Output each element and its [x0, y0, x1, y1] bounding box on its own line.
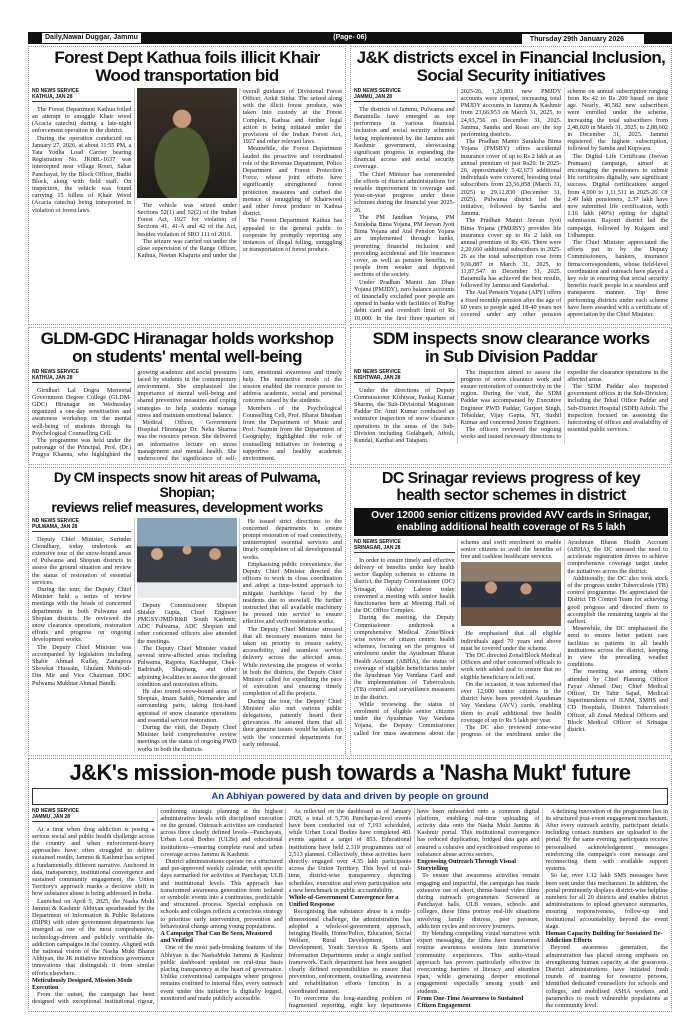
byline-service: ND NEWS SERVICE: [354, 368, 401, 375]
headline-line: GLDM-GDC Hiranagar holds workshop: [40, 328, 334, 348]
paragraph: During the tour, the Deputy Chief Minister also met various public delegations, patiently heard their grievances. He assured them that all their genuine issues would be taken up with the concerned departments for early redressal.: [242, 697, 342, 748]
byline: [354, 369, 455, 383]
paragraph: Emphasising public convenience, the Deputy Chief Minister directed the officers to work in close coordination and adopt a time-bound approach to mitigate hardships faced by the residents due to snowfall. He further instructed that all available machinery be pressed into service to ensure effective and swift restoration works.: [242, 560, 342, 626]
subheadline: An Abhiyan powered by data and driven by people on ground: [32, 788, 668, 805]
byline: [32, 369, 131, 383]
headline-line: Dy CM inspects snow hit areas of Pulwama, Shopian;: [53, 469, 321, 501]
paragraph: Deputy Commissioner Shopian Shishir Gupta, Chief Engineer PMGSY/JMD/R&B South Kashmir, ADC Pulwama, ADC Shopian and other concerned officers also attended the meetings.: [137, 601, 237, 645]
paragraph: Meanwhile, the Forest Department lauded the proactive and coordinated role of the Revenue Department, Police Department and Forest Protection Force, whose joint efforts have significantly strengthened forest protection measures and curbed the menace of smuggling of Khairwood and other forest produce in Kathua district.: [242, 145, 342, 218]
news-photo: [137, 518, 236, 598]
paragraph: As reflected on the dashboard as of January 2026, a total of 5,736 Panchayat-level events have been conducted out of 7,193 scheduled, while Urban Local Bodies have completed 481 events against a target of 853. Educational institutions have held 2,319 programmes out of 2,513 planned. Collectively, these activities have directly engaged over 4.35 lakh participants across the Union Territory. This level of real-time, district-wise transparency depicting schedules, execution and even participation sets a new benchmark in public accountability.: [288, 807, 412, 894]
paragraph: In order to ensure timely and effective delivery of benefits under key health sector flagship schemes to citizens in district, the Deputy Commissioner (DC) Srinagar, Akshay Labroo today convened a meeting with senior health functionaries here at Meeting Hall of the DC Office Complex.: [354, 556, 455, 615]
paragraph: The Digital Life Certificate (Jeevan Pramaan) campaign, aimed at encouraging the pensioners to submit life certificates digitally, saw significant success. Digital certifications surged from 4,000 to 1,11,511 in 2025-26. Of 2.49 lakh pensioners, 2.37 lakh have now submitted life certification, with 1.16 lakh (49%) opting for digital submission. Rajouri district led the campaign, followed by Kulgam and Udhampur.: [567, 152, 668, 239]
paragraph: During the visit, the Deputy Chief Minister held comprehensive review meetings on the status of ongoing PWD works in both the districts.: [137, 723, 237, 753]
paragraph: The PM Jandhan Yojana, PM Suraksha Bima Yojana, PM Jeevan Jyoti Bima Yojana and Atal Pension Yojana are implemented through banks, promoting financial inclusion and providing accidental and life insurance cover, as well as pension benefits, to people from weaker and deprived sections of the society.: [354, 213, 455, 279]
paragraph: The meeting was among others attended by Chief Planning Officer Fayaz Ahmad Dar; Chief Medical Officer, Dr Tahir Sajad, Medical Superintendents of JLNM, SMHS and CD Hospitals, District Tuberculosis Officer, all Zonal Medical Officers and Block Medical Officer of Srinagar district.: [567, 668, 668, 733]
paragraph: Under Pradhan Mantri Jan Dhan Yojana (PMJDY), zero balance accounts of financially excluded poor people are opened in banks with facilities of RuPay debit card and overdraft limit of Rs 10,000. In the first three quarters of 2025-26, 1,26,803 new PMJDY accounts were opened, increasing total PMJDY accounts in Jammu & Kashmir from 23,66,953 on March 31, 2025, to 24,93,756 on December 31, 2025. Jammu, Samba and Reasi are the top performing districts.: [354, 87, 562, 322]
paragraph: Deputy Chief Minister, Surinder Choudhary, today undertook an extensive tour of the snow-bound areas of Pulwama and Shopian districts to assess the ground situation and review the status of restoration of essential services.: [32, 535, 132, 586]
paragraph: The DC also reviewed zone-wise progress of the enrolment under the Ayushman Bharat Health Account (ABHA), the DC stressed the need to accelerate registration drives to achieve comprehensive coverage target under the initiatives across the district.: [460, 538, 668, 739]
headline: [354, 330, 668, 367]
page-grid: [28, 46, 672, 1012]
paragraph: While reviewing the status of enrolment of eligible senior citizens under the Ayushman Vay Vandana Yojana, the Deputy Commissioner called for mass awareness about the scheme and swift enrolment to enable senior citizens to avail the benefits of free and cashless healthcare services.: [354, 538, 562, 737]
byline-dateline: JAMMU, JAN 28: [354, 93, 393, 100]
paragraph: During the meeting, the Deputy Commissioner undertook a comprehensive Medical Zone/Block wise review of citizen centric health schemes, focusing on the progress of enrolment under the Ayushman Bharat Health Account (ABHA), the status of coverage of eligible beneficiaries under the Ayushman Vay Vandana Card and the implementation of Tuberculosis (TB) control and surveillance measures in the district.: [354, 614, 455, 701]
byline-service: ND NEWS SERVICE: [32, 517, 79, 524]
paragraph: A defining innovation of the programme lies in its structured post-event engagement mechanism. After every outreach activity, participant details including contact numbers are uploaded to the portal. By the same evening, participants receive personalised acknowledgement messages reinforcing the campaign's core message and reconnecting them with available support systems.: [545, 807, 668, 873]
paragraph: The Chief Minister appreciated the efforts put in by the Deputy Commissioners, bankers, insurance firms/correspondents, whose field-level coordination and outreach have played a key role in ensuring that social security benefits reach people in a seamless and transparent manner. Top three performing districts under each scheme have been awarded with a certificate of appreciation by the Chief Minister.: [567, 238, 668, 319]
byline-dateline: JAMMU, JAN 28: [32, 813, 71, 820]
paragraph: Meanwhile, the DC emphasised the need to ensure better patient care facilities to patients in all health institutions across the district, keeping in view the prevailing weather conditions.: [567, 625, 668, 669]
paragraph: Giridhari Lal Dogra Memorial Government Degree College (GLDM-GDC) Hiranagar on Wednesday organized a one-day sensitisation and awareness workshop on the mental well-being of students through its Psychological Counselling Cell.: [32, 386, 132, 437]
paragraph: During the tour, the Deputy Chief Minister held a series of review meetings with the heads of concerned departments in both Pulwama and Shopian districts. He reviewed the snow clearance operations, restoration efforts and progress on ongoing development works.: [32, 585, 132, 644]
paragraph: The SDM Paddar also inspected government offices in the Sub-Division, including the Tehsil Office Paddar and Sub-District Hospital (SDH) Atholi. The inspection focused on assessing the functioning of offices and availability of essential public services.: [567, 382, 668, 434]
paragraph: Launched on April 5, 2025, the Nasha Mukt Jammu & Kashmir Abhiyan spearheaded by the Department of Information & Public Relations (DIPR) with other government departments has emerged as one of the most comprehensive, technology-driven and publicly verifiable de-addiction campaigns in the country. Aligned with the national vision of the Nasha Mukt Bharat Abhiyan, the JK initiative introduces governance innovations that distinguish it from similar efforts elsewhere.: [32, 897, 155, 977]
article-sdm-paddar: [350, 327, 672, 465]
section-heading: Human Capacity Building for Sustained De-Addiction Efforts: [545, 929, 663, 945]
paragraph: Recognising that substance abuse is a multi-dimensional challenge, the administration has adopted a whole-of-government approach, bringing Health, Home/Police, Education, Social Welfare, Rural Development, Urban Development, Youth Services & Sports and Information Departments under a single unified framework. Each department has been assigned clearly defined responsibilities to ensure that prevention, enforcement, counselling, awareness and rehabilitation efforts function in a coordinated manner.: [288, 908, 412, 995]
headline-line: DC Srinagar reviews progress of key: [381, 470, 641, 488]
headline: [32, 470, 342, 515]
paragraph: During the operation conducted on January 27, 2026, at about 11:55 PM, a Tata Yodha Load Carrier bearing Registration No. JK08L-1637 was intercepted near village Rouri, Sahar Panchayat, by the Block Officer, Budhi Block, along with field staff. On inspection, the vehicle was found carrying 15 billets of Khair Wood (Acacia catechu) being transported in violation of forest laws.: [32, 134, 132, 214]
byline-service: ND NEWS SERVICE: [354, 87, 401, 94]
byline: [354, 539, 455, 553]
article-dycm-pulwama: [28, 467, 346, 756]
byline: [32, 518, 131, 532]
byline-dateline: KATHUA, JAN 28: [32, 93, 73, 100]
article-body: [354, 88, 668, 322]
paragraph: The inspection aimed to assess the progress of snow clearance work and ensure restoration of connectivity in the region. During the visit, the SDM Paddar was accompanied by Executive Engineer PWD Paddar, Gurjeet Singh, Tehsildar, Vijay Gupta, NT, Sushil Kumar and concerned Junior Engineers.: [460, 368, 562, 426]
news-photo: [461, 562, 562, 626]
headline-line: Social Security initiatives: [416, 66, 606, 86]
headline: [32, 49, 342, 86]
news-photo: [137, 88, 236, 198]
paragraph: The Deputy Chief Minister visited several snow-affected areas including Pulwama, Rajpora, Kachhapur, Chek-Badrinath, Shajinarg, and other adjoining localities to assess the ground condition and restoration efforts.: [137, 644, 237, 688]
paragraph: He issued strict directions to the concerned departments to ensure prompt restoration of road connectivity, uninterrupted essential services and timely completion of all developmental works.: [242, 517, 342, 561]
paragraph: To ensure that awareness activities remain engaging and impactful, the campaign has made extensive use of short, theme-based video films during outreach programmes. Screened at Panchayat halls, ULB venues, schools and colleges, these films portray real-life situations involving family distress, peer pressure, addiction cycles and recovery journeys.: [417, 872, 540, 930]
paragraph: The Pradhan Mantri Jeevan Jyoti Bima Yojana (PMJJBY) provides life insurance cover up to Rs 2 lakh on annual premium of Rs 436. There were 2,20,660 additional subscribers in 2025-26 as the total subscription rose from 9,66,887 in March 31, 2025, to 11,87,547 in December 31, 2025. Baramulla has achieved the best results, followed by Jammu and Ganderbal.: [460, 217, 562, 290]
paragraph: Additionally, the DC also took stock of the progress under Tuberculosis (TB) control programme. He appreciated the District TB Control Team for achieving good progress and directed them to accomplish the remaining targets at the earliest.: [567, 574, 668, 625]
masthead-bar: [28, 32, 672, 44]
page-number: (Page- 06): [333, 34, 367, 41]
paragraph: The officers reviewed the ongoing works and issued necessary directions to expedite the clearance operations in the affected areas.: [460, 368, 668, 441]
headline: [32, 761, 668, 785]
headline-line: health sector schemes in district: [396, 487, 626, 505]
paragraph: The Chief Minister has commended the efforts of district administrations for notable improvement in coverage and year-on-year progress under these schemes during the financial year 2025-26.: [354, 170, 455, 214]
article-gldm-workshop: [28, 327, 346, 465]
paragraph: The DC directed Zonal/Block Medical Officers and other concerned officials to work with added zeal to ensure that no eligible beneficiary is left out.: [460, 651, 562, 681]
article-forest-khair: [28, 46, 346, 325]
paragraph: Under the directions of Deputy Commissioner Kishtwar, Pankaj Kumar Sharma, the Sub-Divisional Magistrate Paddar Dr. Amit Kumar conducted an extensive inspection of snow clearance operations in the areas of the Sub-Division including Gulabgarh, Atholi, Kundal, Karthai and Tatapani.: [354, 386, 455, 444]
section-heading: Meticulously Designed, Mission-Mode Execution: [32, 976, 133, 991]
headline-line: on students' mental well-being: [72, 347, 302, 367]
headline-line: reviews relief measures, development works: [51, 499, 323, 516]
section-heading: Engrossing Outreach Through Visual Storytelling: [417, 857, 516, 873]
paper-name: Daily,Nawai Duggar, Jammu: [42, 33, 141, 43]
paragraph: Medical Officer, Government Hospital Hiranagar Dr. Neha Sharma was the resource person. She delivered an informative lecture on stress management and mental health. She underscored the significance of self-care, emotional awareness and timely help. The interactive mode of the session enabled the resource person to address academic, social and personal concerns raised by the students.: [137, 368, 342, 462]
paragraph: He also toured snow-bound areas of Shopian, Imam Sahib, Nirmander and surrounding parts, taking first-hand appraisal of snow clearance operations and essential service restoration.: [137, 687, 237, 724]
paragraph: District administrations operate on a structured and pre-approved weekly calendar, with specific days earmarked for activities at Panchayat, ULB and institutional levels. This approach has transformed awareness generation from isolated or symbolic events into a continuous, predictable and structured process. Special emphasis on schools and colleges reflects a conscious strategy to prioritise early intervention, prevention and behavioural change among young populations.: [160, 857, 283, 930]
article-nasha-mukt: [28, 758, 672, 1012]
paragraph: The seizure was carried out under the close supervision of the Range Officer, Kathua, Neetan Khajuria and under the overall guidance of Divisional Forest Officer, Ankit Sinha. The seized along with the illicit forest produce, was taken into custody at the Forest Complex, Kathua and further legal action is being initiated under the provisions of the Indian Forest Act, 1927 and other relevant laws.: [137, 87, 342, 260]
article-body: [354, 539, 668, 739]
paragraph: To overcome the long-standing problem of fragmented reporting, eight key departments have been onboarded onto a common digital platform, enabling real-time uploading of activity data onto the Nasha Mukt Jammu & Kashmir portal. This institutional convergence has reduced duplication, bridged data gaps and ensured a cohesive and synchronised response to substance abuse across sectors.: [288, 807, 540, 1009]
byline-dateline: KATHUA, JAN 28: [32, 374, 73, 381]
subheadline: Over 12000 senior citizens provided AVV cards in Srinagar, enabling additional health coverage of Rs 5 lakh: [354, 508, 668, 536]
byline-service: ND NEWS SERVICE: [32, 87, 79, 94]
article-body: [354, 369, 668, 445]
paragraph: One of the most path-breaking features of the Abhiyan is the NashaMukt Jammu & Kashmir public dashboard updated on real-time basis placing transparency at the heart of governance. Unlike conventional campaigns where progress remains confined to internal files, every outreach event under this initiative is digitally logged, monitored and made publicly accessible.: [160, 944, 283, 1002]
byline: [354, 88, 455, 102]
issue-date: Thursday 29th January 2026: [522, 34, 644, 44]
paragraph: The districts of Jammu, Pulwama and Baramulla have emerged as top performers in various financial inclusion and social security schemes being implemented by the Jammu and Kashmir government, showcasing significant progress in expanding the financial access and social security coverage.: [354, 105, 455, 171]
section-heading: A Campaign That Can Be Seen, Measured and Verified: [160, 929, 273, 945]
paragraph: The vehicle was seized under Sections 52(1) and 52(2) of the Indian Forest Act, 1927 for violation of Sections 41, 41-A and 42 of the Act, besides violation of SRO 111 of 2016.: [137, 201, 237, 238]
paragraph: The Deputy Chief Minister stressed that all necessary measures must be taken on priority to ensure safety, accessibility, and seamless service delivery across the affected areas. While reviewing the progress of works in both the districts, the Deputy Chief Minister called for expediting the pace of execution and ensuring timely completion of all the projects.: [242, 625, 342, 698]
headline-line: Forest Dept Kathua foils illicit Khair: [54, 48, 320, 67]
byline-service: ND NEWS SERVICE: [32, 368, 79, 375]
headline-line: J&K's mission-mode push towards a 'Nasha Mukt' future: [69, 759, 631, 785]
section-heading: From One-Time Awareness to Sustained Citizen Engagement: [417, 994, 524, 1009]
paragraph: The programme was held under the patronage of the Principal, Prof. (Dr.) Pragya Khanna, who highlighted the growing academic and social pressures faced by students in the contemporary environment. She emphasized the importance of mental well-being and shared preventive measures and coping strategies to help students manage stress and maintain emotional balance.: [32, 368, 237, 459]
headline: [354, 470, 668, 505]
article-body: [32, 518, 342, 753]
section-heading: Whole-of-Government Convergence for a Unified Response: [288, 893, 399, 909]
byline-service: ND NEWS SERVICE: [354, 538, 401, 545]
article-financial-inclusion: [350, 46, 672, 325]
headline-line: J&K districts excel in Financial Inclusion,: [356, 48, 666, 67]
paragraph: The Deputy Chief Minister was accompanied by legislators including Shabir Ahmad Kullay, Zainapora Showkat Hussain, Ghulam Mohi-ud-Din Mir and Vice Chairman DDC Pulwama Mukhtar Ahmad Bandh.: [32, 643, 132, 687]
headline: [32, 330, 342, 367]
paragraph: The Forest Department Kathua foiled an attempt to smuggle Khair wood (Acacia catechu) during a late-night enforcement operation in the district.: [32, 105, 132, 135]
paragraph: At a time when drug addiction is posing a serious social and public health challenge across the country and when enforcement-heavy approaches have often struggled to deliver sustained results, Jammu & Kashmir has scripted a fundamentally different narrative. Anchored in data, transparency, institutional convergence and sustained community engagement, the Union Territory's approach marks a decisive shift in how substance abuse is being addressed in India.: [32, 825, 155, 898]
headline-line: in Sub Division Paddar: [425, 347, 597, 367]
byline-dateline: SRINAGAR, JAN 28: [354, 544, 401, 551]
headline-line: Wood transportation bid: [95, 66, 279, 86]
byline-dateline: KISHTWAR, JAN 28: [354, 374, 401, 381]
headline-line: SDM inspects snow clearance works: [372, 328, 650, 348]
article-body: [32, 808, 668, 1010]
paragraph: The Pradhan Mantri Suraksha Bima Yojana (PMSBY) offers accidental insurance cover of up to Rs 2 lakh at an annual premium of just Rs20. In 2025-26, approximately 5,42,673 additional individuals were covered, boosting total subscribers from 23,56,858 (March 31, 2025) to 29,12,830 (December 31, 2025). Pulwama district led the initiative, followed by Samba and Jammu.: [460, 138, 562, 218]
paragraph: On the occasion, it was informed that over 12,000 senior citizens in the district have been provided Ayushman Vay Vandana (AVV) cards, enabling them to avail additional free health coverage of up to Rs 5 lakh per year.: [460, 680, 562, 724]
paragraph: From the outset, the campaign has been designed with exceptional institutional rigour, combining strategic planning at the highest administrative levels with disciplined execution on the ground. Outreach activities are conducted across three clearly defined levels—Panchayats, Urban Local Bodies (ULBs) and educational institutions—ensuring complete rural and urban coverage across Jammu & Kashmir.: [32, 807, 283, 1006]
paragraph: He emphasised that all eligible individuals aged 70 years and above must be covered under the scheme.: [460, 630, 562, 652]
paragraph: So far, over 1.12 lakh SMS messages have been sent under this mechanism. In addition, the portal prominently displays district-wise helpline numbers for all 20 districts and enables district administrations to upload grievance summaries, ensuring responsiveness, follow-up and institutional accountability beyond the event stage.: [545, 872, 668, 930]
headline: [354, 49, 668, 86]
paragraph: Members of the Psychological Counselling Cell, Prof. Bharat Bhushan from the Department of Music and Prof. Nazmin from the Department of Geography, highlighted the role of counselling initiatives in fostering a supportive and healthy academic environment.: [242, 404, 342, 462]
article-body: [32, 369, 342, 463]
byline-service: ND NEWS SERVICE: [32, 807, 79, 814]
paragraph: By blending compelling visual narratives with expert messaging, the films have transformed routine awareness sessions into immersive community experiences. This audio-visual approach has proven particularly effective in overcoming barriers of literacy and attention span, while generating deeper emotional engagement especially among youth and students.: [417, 929, 540, 995]
byline: [32, 88, 131, 102]
paragraph: The Atal Pension Yojana (APY) offers a fixed monthly pension after the age of 60 years to people aged 18-40 years not covered under any other pension scheme on annual subscription ranging from Rs 42 to Rs 200 based on their age. Nearly, 40,582 new subscribers were enrolled under the scheme, increasing the total subscribers from 2,48,020 in March 31, 2025, to 2,88,602 in December 31, 2025. Jammu registered the highest subscription, followed by Samba and Kupwara.: [460, 87, 668, 319]
article-body: [32, 88, 342, 260]
article-dc-srinagar-health: [350, 467, 672, 756]
byline: [32, 808, 154, 822]
paragraph: The Forest Department Kathua has appealed to the general public to cooperate by promptly reporting any instances of illegal felling, smuggling or transportation of forest produce.: [242, 217, 342, 254]
paragraph: Beyond awareness generation, the administration has placed strong emphasis on strengthening human capacity at the grassroots. District administrations have initiated fresh rounds of training for resource persons, identified dedicated counsellors for schools and colleges, and mobilised ASHA workers and paramedics to reach vulnerable populations at the community level.: [545, 944, 668, 1009]
byline-dateline: PULWAMA, JAN 28: [32, 523, 78, 530]
